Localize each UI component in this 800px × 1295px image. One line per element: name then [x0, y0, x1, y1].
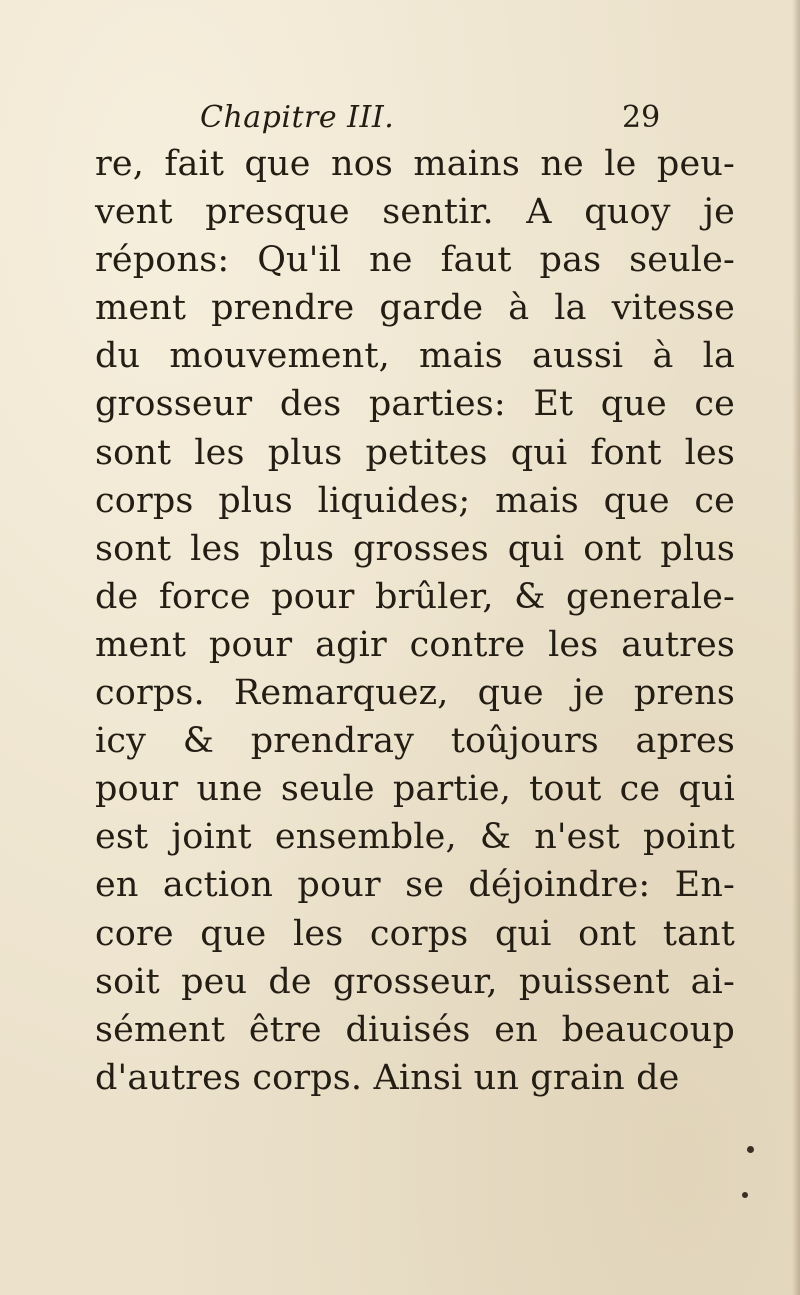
- text-line: ment pour agir contre les autres: [95, 624, 735, 665]
- text-line: sont les plus petites qui font les: [95, 432, 735, 473]
- text-line: de force pour brûler, & generale-: [95, 576, 735, 617]
- text-line: sont les plus grosses qui ont plus: [95, 528, 735, 569]
- text-line: est joint ensemble, & n'est point: [95, 817, 735, 858]
- text-line: corps. Remarquez, que je prens: [95, 673, 735, 714]
- page-header: [0, 100, 800, 140]
- running-head: Chapitre III.: [200, 100, 395, 135]
- text-line: grosseur des parties: Et que ce: [95, 384, 735, 425]
- text-line: en action pour se déjoindre: En-: [95, 865, 735, 906]
- body-text: [95, 140, 735, 1102]
- text-line: icy & prendray toûjours apres: [95, 721, 735, 762]
- page-number: 29: [622, 100, 661, 135]
- text-line: répons: Qu'il ne faut pas seule-: [95, 240, 735, 281]
- paper-speck: [742, 1192, 748, 1198]
- text-line: soit peu de grosseur, puissent ai-: [95, 961, 735, 1002]
- text-line: sément être diuisés en beaucoup: [95, 1009, 735, 1050]
- text-line: ment prendre garde à la vitesse: [95, 288, 735, 329]
- text-line: corps plus liquides; mais que ce: [95, 480, 735, 521]
- text-line: re, fait que nos mains ne le peu-: [95, 144, 735, 184]
- page-edge-shadow: [792, 0, 800, 1295]
- text-line: core que les corps qui ont tant: [95, 913, 735, 954]
- text-line: d'autres corps. Ainsi un grain de: [95, 1057, 680, 1098]
- text-line: pour une seule partie, tout ce qui: [95, 769, 735, 810]
- paper-speck: [747, 1146, 754, 1153]
- text-line: du mouvement, mais aussi à la: [95, 336, 735, 377]
- text-line: vent presque sentir. A quoy je: [95, 192, 735, 233]
